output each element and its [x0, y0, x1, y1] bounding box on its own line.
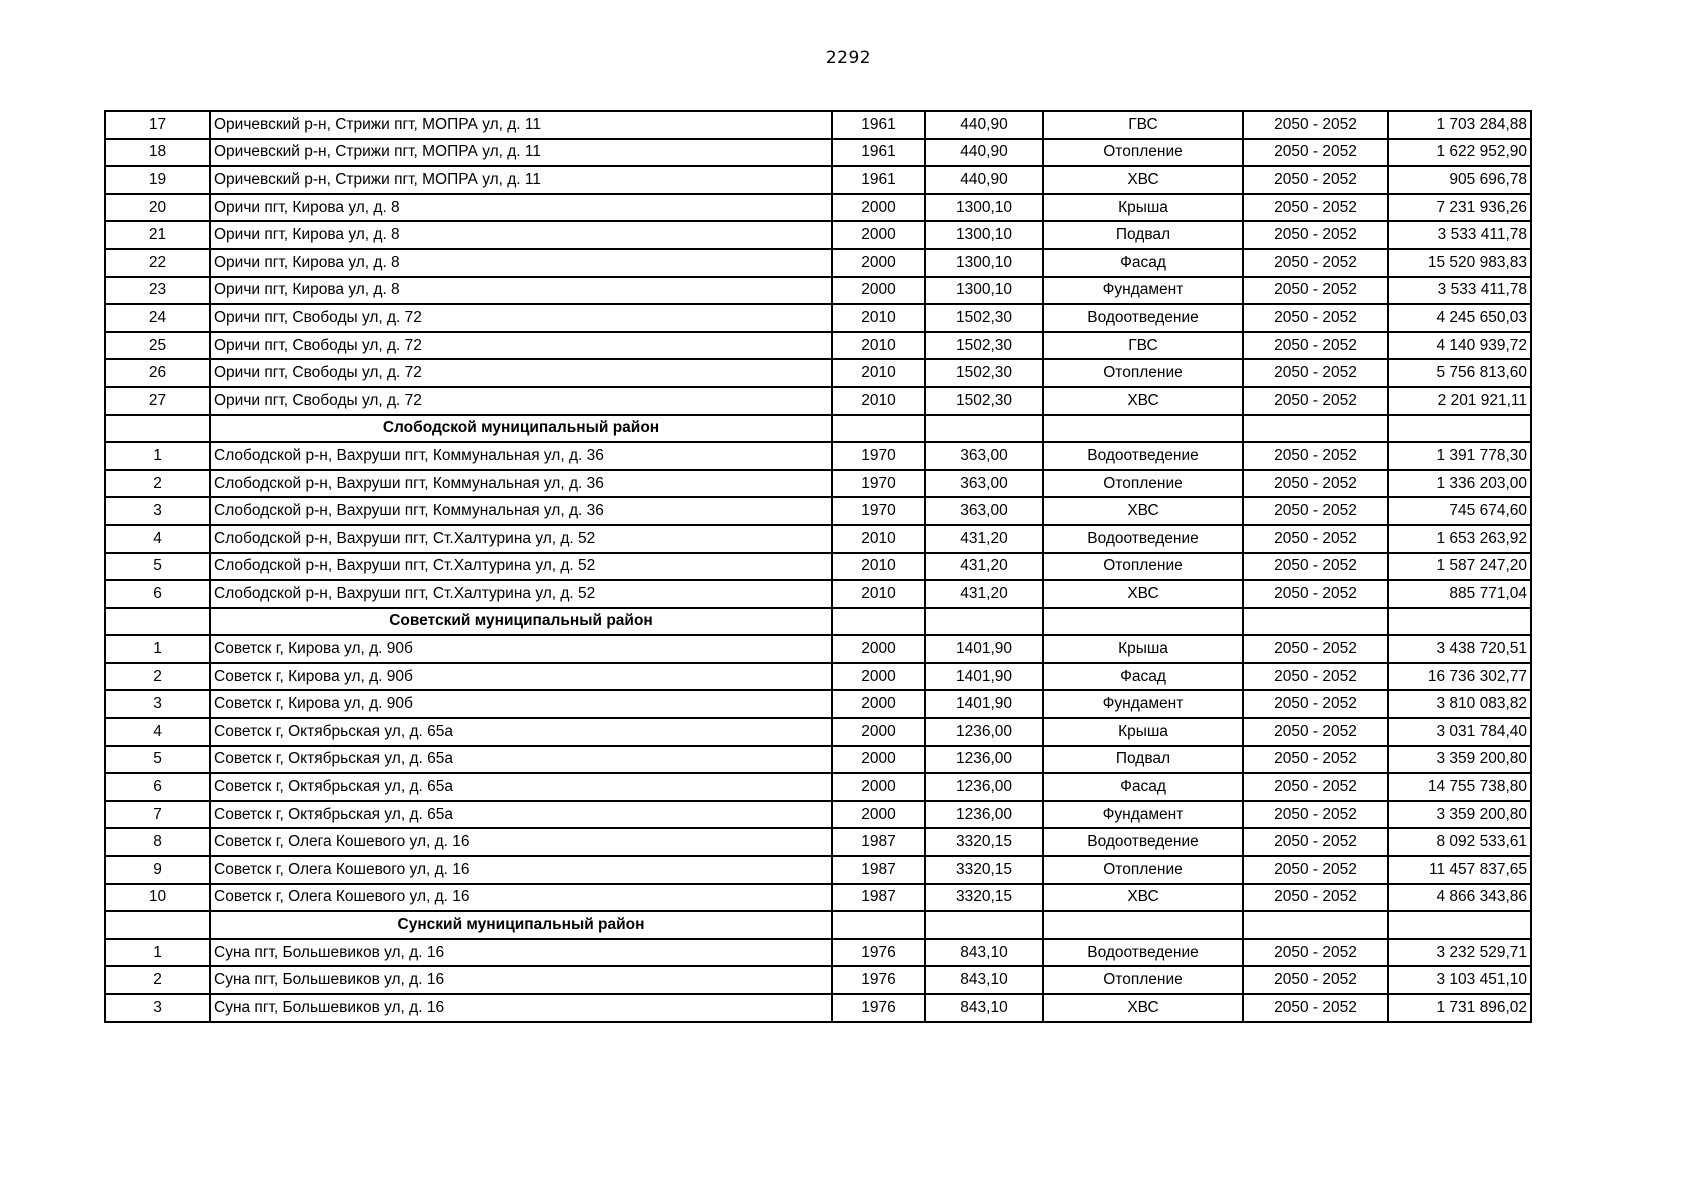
- empty-cell: [832, 911, 925, 939]
- table-row: [105, 828, 1531, 856]
- area-cell: 1502,30: [925, 387, 1043, 415]
- row-number: 10: [105, 884, 210, 912]
- build-year-cell: 2000: [832, 690, 925, 718]
- period-cell: 2050 - 2052: [1243, 966, 1388, 994]
- work-type-cell: ХВС: [1043, 166, 1243, 194]
- work-type-cell: Крыша: [1043, 718, 1243, 746]
- cost-cell: 8 092 533,61: [1388, 828, 1531, 856]
- cost-cell: 7 231 936,26: [1388, 194, 1531, 222]
- table-row: [105, 718, 1531, 746]
- work-type-cell: ГВС: [1043, 111, 1243, 139]
- area-cell: 1502,30: [925, 304, 1043, 332]
- row-number: 9: [105, 856, 210, 884]
- cost-cell: 1 653 263,92: [1388, 525, 1531, 553]
- build-year-cell: 2010: [832, 525, 925, 553]
- row-number: 3: [105, 690, 210, 718]
- build-year-cell: 2000: [832, 221, 925, 249]
- row-number: 21: [105, 221, 210, 249]
- area-cell: 1236,00: [925, 801, 1043, 829]
- address-cell: Оричевский р-н, Стрижи пгт, МОПРА ул, д. 11: [210, 166, 832, 194]
- period-cell: 2050 - 2052: [1243, 553, 1388, 581]
- cost-cell: 4 140 939,72: [1388, 332, 1531, 360]
- table-row: [105, 856, 1531, 884]
- empty-cell: [925, 415, 1043, 443]
- row-number: 24: [105, 304, 210, 332]
- period-cell: 2050 - 2052: [1243, 111, 1388, 139]
- build-year-cell: 2000: [832, 663, 925, 691]
- cost-cell: 3 359 200,80: [1388, 746, 1531, 774]
- period-cell: 2050 - 2052: [1243, 249, 1388, 277]
- area-cell: 1502,30: [925, 359, 1043, 387]
- period-cell: 2050 - 2052: [1243, 442, 1388, 470]
- work-type-cell: Подвал: [1043, 746, 1243, 774]
- build-year-cell: 2010: [832, 387, 925, 415]
- cost-cell: 3 232 529,71: [1388, 939, 1531, 967]
- table-row: [105, 939, 1531, 967]
- work-type-cell: Водоотведение: [1043, 525, 1243, 553]
- period-cell: 2050 - 2052: [1243, 773, 1388, 801]
- cost-cell: 2 201 921,11: [1388, 387, 1531, 415]
- cost-cell: 15 520 983,83: [1388, 249, 1531, 277]
- work-type-cell: Отопление: [1043, 139, 1243, 167]
- build-year-cell: 1970: [832, 470, 925, 498]
- row-number: 6: [105, 773, 210, 801]
- address-cell: Оричи пгт, Кирова ул, д. 8: [210, 277, 832, 305]
- area-cell: 1401,90: [925, 635, 1043, 663]
- work-type-cell: Фундамент: [1043, 690, 1243, 718]
- row-number: 3: [105, 497, 210, 525]
- address-cell: Оричи пгт, Свободы ул, д. 72: [210, 304, 832, 332]
- row-number: 7: [105, 801, 210, 829]
- row-number: 2: [105, 966, 210, 994]
- row-number: 4: [105, 525, 210, 553]
- period-cell: 2050 - 2052: [1243, 332, 1388, 360]
- cost-cell: 3 810 083,82: [1388, 690, 1531, 718]
- table-row: [105, 966, 1531, 994]
- build-year-cell: 1961: [832, 111, 925, 139]
- period-cell: 2050 - 2052: [1243, 690, 1388, 718]
- address-cell: Советск г, Октябрьская ул, д. 65а: [210, 801, 832, 829]
- build-year-cell: 2000: [832, 194, 925, 222]
- empty-cell: [1243, 608, 1388, 636]
- row-number: 17: [105, 111, 210, 139]
- cost-cell: 1 703 284,88: [1388, 111, 1531, 139]
- work-type-cell: Подвал: [1043, 221, 1243, 249]
- table-row: [105, 221, 1531, 249]
- address-cell: Оричи пгт, Свободы ул, д. 72: [210, 387, 832, 415]
- work-type-cell: Отопление: [1043, 359, 1243, 387]
- address-cell: Оричи пгт, Кирова ул, д. 8: [210, 249, 832, 277]
- work-type-cell: Отопление: [1043, 553, 1243, 581]
- area-cell: 1300,10: [925, 221, 1043, 249]
- work-type-cell: Водоотведение: [1043, 828, 1243, 856]
- cost-cell: 11 457 837,65: [1388, 856, 1531, 884]
- area-cell: 1502,30: [925, 332, 1043, 360]
- area-cell: 431,20: [925, 525, 1043, 553]
- row-number: 8: [105, 828, 210, 856]
- table-row: [105, 249, 1531, 277]
- table-row: [105, 497, 1531, 525]
- row-number: 1: [105, 635, 210, 663]
- address-cell: Советск г, Октябрьская ул, д. 65а: [210, 773, 832, 801]
- table-row: [105, 801, 1531, 829]
- empty-cell: [1243, 415, 1388, 443]
- build-year-cell: 2000: [832, 249, 925, 277]
- build-year-cell: 1961: [832, 166, 925, 194]
- address-cell: Оричевский р-н, Стрижи пгт, МОПРА ул, д. 11: [210, 139, 832, 167]
- work-type-cell: Отопление: [1043, 856, 1243, 884]
- cost-cell: 1 336 203,00: [1388, 470, 1531, 498]
- table-row: [105, 746, 1531, 774]
- build-year-cell: 2010: [832, 304, 925, 332]
- empty-cell: [1043, 608, 1243, 636]
- work-type-cell: ХВС: [1043, 387, 1243, 415]
- period-cell: 2050 - 2052: [1243, 856, 1388, 884]
- row-number: 4: [105, 718, 210, 746]
- area-cell: 843,10: [925, 994, 1043, 1022]
- area-cell: 3320,15: [925, 856, 1043, 884]
- build-year-cell: 1987: [832, 856, 925, 884]
- address-cell: Советск г, Олега Кошевого ул, д. 16: [210, 884, 832, 912]
- build-year-cell: 2000: [832, 801, 925, 829]
- address-cell: Советск г, Олега Кошевого ул, д. 16: [210, 828, 832, 856]
- period-cell: 2050 - 2052: [1243, 387, 1388, 415]
- build-year-cell: 2010: [832, 553, 925, 581]
- row-number: 1: [105, 442, 210, 470]
- work-type-cell: Фундамент: [1043, 277, 1243, 305]
- period-cell: 2050 - 2052: [1243, 746, 1388, 774]
- address-cell: Оричевский р-н, Стрижи пгт, МОПРА ул, д. 11: [210, 111, 832, 139]
- table-row: [105, 470, 1531, 498]
- work-type-cell: Фасад: [1043, 249, 1243, 277]
- period-cell: 2050 - 2052: [1243, 580, 1388, 608]
- area-cell: 431,20: [925, 580, 1043, 608]
- table-row: [105, 277, 1531, 305]
- row-number: 23: [105, 277, 210, 305]
- build-year-cell: 1987: [832, 828, 925, 856]
- work-type-cell: ХВС: [1043, 497, 1243, 525]
- empty-cell: [832, 415, 925, 443]
- cost-cell: 14 755 738,80: [1388, 773, 1531, 801]
- area-cell: 431,20: [925, 553, 1043, 581]
- empty-cell: [1388, 415, 1531, 443]
- area-cell: 1300,10: [925, 194, 1043, 222]
- empty-cell: [1388, 911, 1531, 939]
- area-cell: 1236,00: [925, 773, 1043, 801]
- table-row: [105, 690, 1531, 718]
- build-year-cell: 2000: [832, 746, 925, 774]
- table-row: [105, 194, 1531, 222]
- section-title: Советский муниципальный район: [210, 608, 832, 636]
- cost-cell: 745 674,60: [1388, 497, 1531, 525]
- row-number: 19: [105, 166, 210, 194]
- address-cell: Советск г, Октябрьская ул, д. 65а: [210, 746, 832, 774]
- build-year-cell: 2000: [832, 635, 925, 663]
- work-type-cell: Водоотведение: [1043, 442, 1243, 470]
- period-cell: 2050 - 2052: [1243, 828, 1388, 856]
- cost-cell: 1 587 247,20: [1388, 553, 1531, 581]
- area-cell: 1236,00: [925, 746, 1043, 774]
- table-row: [105, 994, 1531, 1022]
- table-row: [105, 139, 1531, 167]
- cost-cell: 905 696,78: [1388, 166, 1531, 194]
- address-cell: Оричи пгт, Кирова ул, д. 8: [210, 221, 832, 249]
- address-cell: Слободской р-н, Вахруши пгт, Коммунальная ул, д. 36: [210, 497, 832, 525]
- period-cell: 2050 - 2052: [1243, 304, 1388, 332]
- row-number: 22: [105, 249, 210, 277]
- area-cell: 440,90: [925, 111, 1043, 139]
- row-number: 20: [105, 194, 210, 222]
- build-year-cell: 1970: [832, 442, 925, 470]
- build-year-cell: 2010: [832, 332, 925, 360]
- table-row: [105, 304, 1531, 332]
- work-type-cell: Фундамент: [1043, 801, 1243, 829]
- empty-cell: [105, 415, 210, 443]
- row-number: 3: [105, 994, 210, 1022]
- cost-cell: 3 533 411,78: [1388, 221, 1531, 249]
- cost-cell: 3 533 411,78: [1388, 277, 1531, 305]
- build-year-cell: 2010: [832, 359, 925, 387]
- work-type-cell: Крыша: [1043, 635, 1243, 663]
- period-cell: 2050 - 2052: [1243, 663, 1388, 691]
- work-type-cell: Крыша: [1043, 194, 1243, 222]
- row-number: 27: [105, 387, 210, 415]
- address-cell: Слободской р-н, Вахруши пгт, Ст.Халтурина ул, д. 52: [210, 580, 832, 608]
- table-row: [105, 773, 1531, 801]
- address-cell: Суна пгт, Большевиков ул, д. 16: [210, 939, 832, 967]
- empty-cell: [1388, 608, 1531, 636]
- cost-cell: 3 359 200,80: [1388, 801, 1531, 829]
- area-cell: 1236,00: [925, 718, 1043, 746]
- area-cell: 440,90: [925, 139, 1043, 167]
- row-number: 6: [105, 580, 210, 608]
- address-cell: Советск г, Кирова ул, д. 90б: [210, 635, 832, 663]
- work-type-cell: Фасад: [1043, 773, 1243, 801]
- work-type-cell: ХВС: [1043, 884, 1243, 912]
- cost-cell: 1 622 952,90: [1388, 139, 1531, 167]
- address-cell: Слободской р-н, Вахруши пгт, Ст.Халтурина ул, д. 52: [210, 525, 832, 553]
- period-cell: 2050 - 2052: [1243, 359, 1388, 387]
- area-cell: 3320,15: [925, 828, 1043, 856]
- address-cell: Оричи пгт, Свободы ул, д. 72: [210, 332, 832, 360]
- row-number: 18: [105, 139, 210, 167]
- empty-cell: [105, 911, 210, 939]
- address-cell: Советск г, Октябрьская ул, д. 65а: [210, 718, 832, 746]
- address-cell: Оричи пгт, Свободы ул, д. 72: [210, 359, 832, 387]
- work-type-cell: Водоотведение: [1043, 304, 1243, 332]
- build-year-cell: 1976: [832, 966, 925, 994]
- section-title: Слободской муниципальный район: [210, 415, 832, 443]
- section-title: Сунский муниципальный район: [210, 911, 832, 939]
- table-row: [105, 525, 1531, 553]
- period-cell: 2050 - 2052: [1243, 470, 1388, 498]
- table-row: [105, 442, 1531, 470]
- cost-cell: 3 103 451,10: [1388, 966, 1531, 994]
- row-number: 2: [105, 470, 210, 498]
- area-cell: 1300,10: [925, 249, 1043, 277]
- row-number: 2: [105, 663, 210, 691]
- table-row: [105, 884, 1531, 912]
- repair-schedule-table: [104, 110, 1532, 1023]
- work-type-cell: Фасад: [1043, 663, 1243, 691]
- cost-cell: 1 731 896,02: [1388, 994, 1531, 1022]
- area-cell: 843,10: [925, 966, 1043, 994]
- cost-cell: 5 756 813,60: [1388, 359, 1531, 387]
- table-row: [105, 332, 1531, 360]
- period-cell: 2050 - 2052: [1243, 194, 1388, 222]
- page-number: 2292: [825, 48, 872, 68]
- build-year-cell: 2000: [832, 773, 925, 801]
- address-cell: Слободской р-н, Вахруши пгт, Ст.Халтурина ул, д. 52: [210, 553, 832, 581]
- work-type-cell: ГВС: [1043, 332, 1243, 360]
- build-year-cell: 1987: [832, 884, 925, 912]
- address-cell: Слободской р-н, Вахруши пгт, Коммунальная ул, д. 36: [210, 470, 832, 498]
- address-cell: Советск г, Олега Кошевого ул, д. 16: [210, 856, 832, 884]
- empty-cell: [925, 608, 1043, 636]
- section-header-row: [105, 415, 1531, 443]
- address-cell: Суна пгт, Большевиков ул, д. 16: [210, 966, 832, 994]
- build-year-cell: 2010: [832, 580, 925, 608]
- work-type-cell: ХВС: [1043, 994, 1243, 1022]
- empty-cell: [1043, 415, 1243, 443]
- empty-cell: [832, 608, 925, 636]
- period-cell: 2050 - 2052: [1243, 497, 1388, 525]
- table-row: [105, 580, 1531, 608]
- cost-cell: 3 438 720,51: [1388, 635, 1531, 663]
- row-number: 1: [105, 939, 210, 967]
- cost-cell: 1 391 778,30: [1388, 442, 1531, 470]
- period-cell: 2050 - 2052: [1243, 801, 1388, 829]
- row-number: 5: [105, 746, 210, 774]
- area-cell: 3320,15: [925, 884, 1043, 912]
- build-year-cell: 1976: [832, 994, 925, 1022]
- area-cell: 363,00: [925, 470, 1043, 498]
- period-cell: 2050 - 2052: [1243, 884, 1388, 912]
- cost-cell: 16 736 302,77: [1388, 663, 1531, 691]
- row-number: 26: [105, 359, 210, 387]
- table-row: [105, 166, 1531, 194]
- address-cell: Советск г, Кирова ул, д. 90б: [210, 663, 832, 691]
- table-row: [105, 663, 1531, 691]
- empty-cell: [1043, 911, 1243, 939]
- build-year-cell: 2000: [832, 718, 925, 746]
- area-cell: 363,00: [925, 497, 1043, 525]
- build-year-cell: 1970: [832, 497, 925, 525]
- period-cell: 2050 - 2052: [1243, 939, 1388, 967]
- work-type-cell: Водоотведение: [1043, 939, 1243, 967]
- section-header-row: [105, 911, 1531, 939]
- cost-cell: 3 031 784,40: [1388, 718, 1531, 746]
- period-cell: 2050 - 2052: [1243, 221, 1388, 249]
- address-cell: Советск г, Кирова ул, д. 90б: [210, 690, 832, 718]
- empty-cell: [1243, 911, 1388, 939]
- address-cell: Оричи пгт, Кирова ул, д. 8: [210, 194, 832, 222]
- period-cell: 2050 - 2052: [1243, 277, 1388, 305]
- cost-cell: 4 245 650,03: [1388, 304, 1531, 332]
- empty-cell: [105, 608, 210, 636]
- cost-cell: 4 866 343,86: [1388, 884, 1531, 912]
- area-cell: 1401,90: [925, 690, 1043, 718]
- period-cell: 2050 - 2052: [1243, 139, 1388, 167]
- table-body: [105, 111, 1531, 1022]
- table-row: [105, 635, 1531, 663]
- area-cell: 843,10: [925, 939, 1043, 967]
- empty-cell: [925, 911, 1043, 939]
- table-row: [105, 359, 1531, 387]
- area-cell: 440,90: [925, 166, 1043, 194]
- period-cell: 2050 - 2052: [1243, 635, 1388, 663]
- address-cell: Слободской р-н, Вахруши пгт, Коммунальная ул, д. 36: [210, 442, 832, 470]
- period-cell: 2050 - 2052: [1243, 166, 1388, 194]
- period-cell: 2050 - 2052: [1243, 718, 1388, 746]
- area-cell: 1401,90: [925, 663, 1043, 691]
- section-header-row: [105, 608, 1531, 636]
- row-number: 25: [105, 332, 210, 360]
- build-year-cell: 2000: [832, 277, 925, 305]
- work-type-cell: Отопление: [1043, 966, 1243, 994]
- table-row: [105, 387, 1531, 415]
- area-cell: 1300,10: [925, 277, 1043, 305]
- cost-cell: 885 771,04: [1388, 580, 1531, 608]
- table-row: [105, 111, 1531, 139]
- row-number: 5: [105, 553, 210, 581]
- build-year-cell: 1961: [832, 139, 925, 167]
- address-cell: Суна пгт, Большевиков ул, д. 16: [210, 994, 832, 1022]
- table-row: [105, 553, 1531, 581]
- period-cell: 2050 - 2052: [1243, 525, 1388, 553]
- build-year-cell: 1976: [832, 939, 925, 967]
- period-cell: 2050 - 2052: [1243, 994, 1388, 1022]
- work-type-cell: Отопление: [1043, 470, 1243, 498]
- area-cell: 363,00: [925, 442, 1043, 470]
- work-type-cell: ХВС: [1043, 580, 1243, 608]
